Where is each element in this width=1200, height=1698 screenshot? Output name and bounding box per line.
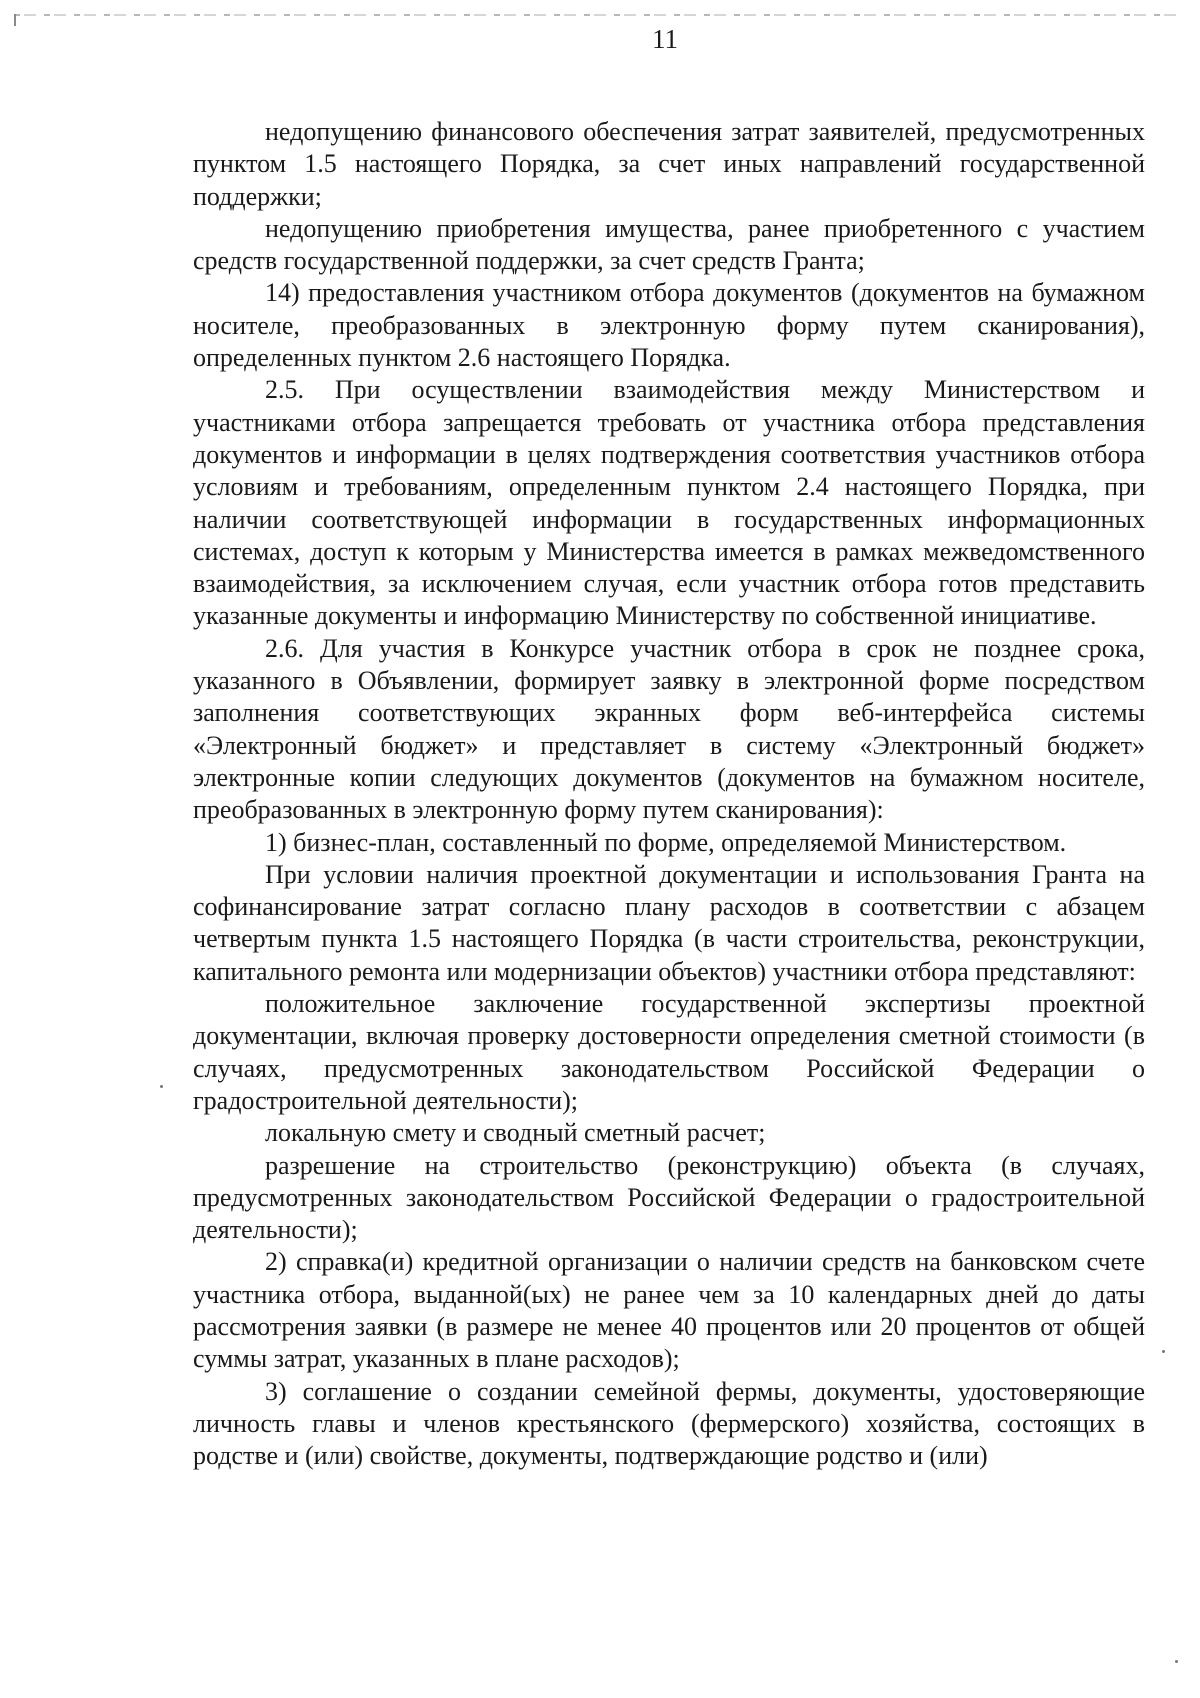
paragraph-3: 14) предоставления участником отбора документов (документов на бумажном носителе, преобразованных в электронную форму путем сканирования), определенных пунктом 2.6 настоящего Порядка. <box>193 278 1145 373</box>
paragraph-5: 2.6. Для участия в Конкурсе участник отбора в срок не позднее срока, указанного в Объявлении, формирует заявку в электронной форме посредством заполнения соответствующих экранных форм веб-интерфейса системы «Электронный бюджет» и представляет в систему «Электронный бюджет» электронные копии следующих документов (документов на бумажном носителе, преобразованных в электронную форму путем сканирования): <box>193 633 1145 825</box>
paragraph-1: недопущению финансового обеспечения затрат заявителей, предусмотренных пунктом 1.5 настоящего Порядка, за счет иных направлений государственной поддержки; <box>193 117 1145 211</box>
scan-speck <box>1175 1660 1178 1663</box>
paragraph-2: недопущению приобретения имущества, ранее приобретенного с участием средств государственной поддержки, за счет средств Гранта; <box>193 213 1145 276</box>
paragraph-6: 1) бизнес-план, составленный по форме, определяемой Министерством. <box>265 827 1067 857</box>
paragraph-12: 3) соглашение о создании семейной фермы, документы, удостоверяющие личность главы и членов крестьянского (фермерского) хозяйства, состоящих в родстве и (или) свойстве, документы, подтверждающие родство и (или) <box>193 1376 1145 1471</box>
page-number: 11 <box>652 24 678 54</box>
paragraph-8: положительное заключение государственной экспертизы проектной документации, включая проверку достоверности определения сметной стоимости (в случаях, предусмотренных законодательством Российской Федерации о градостроительной деятельности); <box>193 989 1145 1115</box>
paragraph-11: 2) справка(и) кредитной организации о наличии средств на банковском счете участника отбора, выданной(ых) не ранее чем за 10 календарных дней до даты рассмотрения заявки (в размере не менее 40 процентов или 20 процентов от общей суммы затрат, указанных в плане расходов); <box>193 1247 1145 1374</box>
paragraph-9: локальную смету и сводный сметный расчет; <box>265 1118 766 1148</box>
scan-speck <box>1162 1350 1165 1353</box>
scan-top-edge <box>14 14 1184 16</box>
document-body <box>193 116 1145 1472</box>
paragraph-7: При условии наличия проектной документации и использования Гранта на софинансирование затрат согласно плану расходов в соответствии с абзацем четвертым пункта 1.5 настоящего Порядка (в части строительства, реконструкции, капитального ремонта или модернизации объектов) участники отбора представляют: <box>193 859 1145 986</box>
scan-speck <box>160 1085 163 1088</box>
paragraph-10: разрешение на строительство (реконструкцию) объекта (в случаях, предусмотренных законодательством Российской Федерации о градостроительной деятельности); <box>193 1150 1145 1245</box>
paragraph-4: 2.5. При осуществлении взаимодействия между Министерством и участниками отбора запрещается требовать от участника отбора представления документов и информации в целях подтверждения соответствия участников отбора условиям и требованиям, определенным пунктом 2.4 настоящего Порядка, при наличии соответствующей информации в государственных информационных системах, доступ к которым у Министерства имеется в рамках межведомственного взаимодействия, за исключением случая, если участник отбора готов представить указанные документы и информацию Министерству по собственной инициативе. <box>193 375 1145 631</box>
